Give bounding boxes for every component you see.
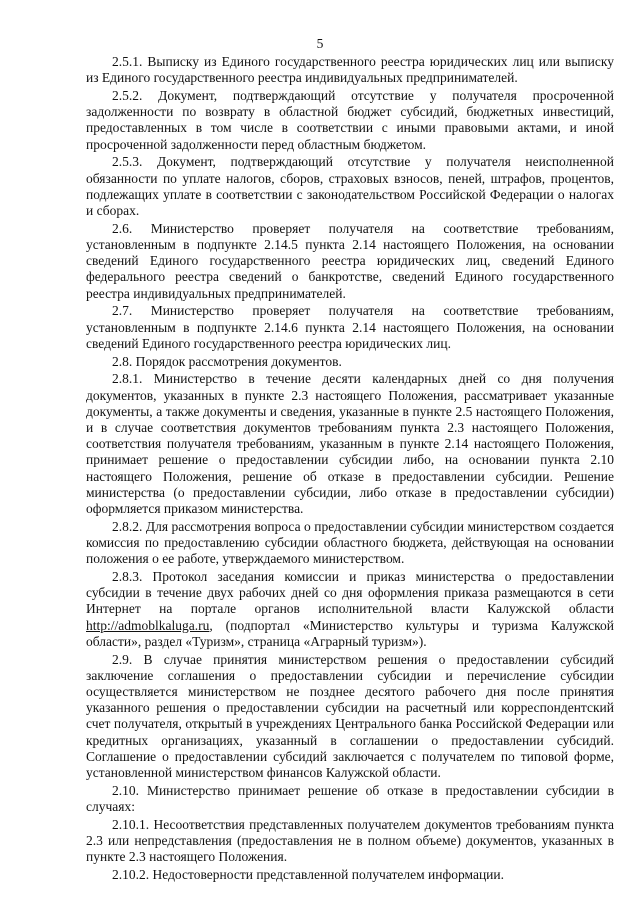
paragraph-2-7: 2.7. Министерство проверяет получателя на соответствие требованиям, установленным в подпункте 2.14.6 пункта 2.14 настоящего Положения, на основании сведений Единого государственного реестра юридических лиц. bbox=[86, 303, 614, 351]
paragraph-2-10-1: 2.10.1. Несоответствия представленных получателем документов требованиям пункта 2.3 или непредставления (предоставления не в полном объеме) документов, указанных в пункте 2.3 настоящего Положения. bbox=[86, 816, 614, 865]
paragraph-2-8: 2.8. Порядок рассмотрения документов. bbox=[112, 353, 342, 369]
page-number: 5 bbox=[316, 36, 324, 51]
paragraph-2-8-3 bbox=[86, 569, 614, 650]
paragraph-2-6: 2.6. Министерство проверяет получателя на соответствие требованиям, установленным в подпункте 2.14.5 пункта 2.14 настоящего Положения, на основании сведений Единого государственного реестра юридических лиц, сведений Единого федерального реестра сведений о банкротстве, сведений Единого государственного реестра индивидуальных предпринимателей. bbox=[86, 220, 614, 301]
paragraph-2-8-3-text-before: 2.8.3. Протокол заседания комиссии и приказ министерства о предоставлении субсидии в течение двух рабочих дней со дня оформления приказа размещаются в сети Интернет на портале органов исполнительной власти Калужской области bbox=[86, 569, 614, 617]
paragraph-2-8-2: 2.8.2. Для рассмотрения вопроса о предоставлении субсидии министерством создается комиссия по предоставлению субсидии областного бюджета, действующая на основании положения о ее работе, утверждаемого министерством. bbox=[86, 518, 614, 567]
paragraph-2-8-1: 2.8.1. Министерство в течение десяти календарных дней со дня получения документов, указанных в пункте 2.3 настоящего Положения, рассматривает указанные документы, а также документы и сведения, указанные в пункте 2.5 настоящего Положения, и в случае соответствия документов требованиям пункта 2.3 настоящего Положения, соответствия получателя требованиям, указанным в пункте 2.14 настоящего Положения, принимает решение о предоставлении субсидии либо, на основании пункта 2.10 настоящего Положения, решение об отказе в предоставлении субсидии. Решение министерства (о предоставлении субсидии, либо отказе в предоставлении субсидии) оформляется приказом министерства. bbox=[86, 371, 614, 517]
paragraph-2-5-2: 2.5.2. Документ, подтверждающий отсутствие у получателя просроченной задолженности по возврату в областной бюджет субсидий, бюджетных инвестиций, предоставленных в том числе в соответствии с иными правовыми актами, и иной просроченной задолженности перед областным бюджетом. bbox=[86, 88, 614, 152]
paragraph-2-8-3-text-after: , (подпортал «Министерство культуры и туризма Калужской области», раздел «Туризм», страница «Аграрный туризм»). bbox=[86, 617, 614, 649]
paragraph-2-5-3: 2.5.3. Документ, подтверждающий отсутствие у получателя неисполненной обязанности по уплате налогов, сборов, страховых взносов, пеней, штрафов, процентов, подлежащих уплате в соответствии с законодательством Российской Федерации о налогах и сборах. bbox=[86, 154, 614, 219]
paragraph-2-10-2: 2.10.2. Недостоверности представленной получателем информации. bbox=[112, 867, 504, 883]
portal-link[interactable]: http://admoblkaluga.ru bbox=[86, 617, 210, 633]
paragraph-2-9: 2.9. В случае принятия министерством решения о предоставлении субсидий заключение соглашения о предоставлении субсидии и перечисление субсидии осуществляется министерством не позднее десятого рабочего дня после принятия указанного решения о предоставлении субсидии на расчетный или корреспондентский счет получателя, открытый в учреждениях Центрального банка Российской Федерации или кредитных организациях, указанный в соглашении о предоставлении субсидий. Соглашение о предоставлении субсидий заключается с получателем по типовой форме, установленной министерством финансов Калужской области. bbox=[86, 651, 614, 781]
document-body bbox=[86, 54, 614, 885]
paragraph-2-10: 2.10. Министерство принимает решение об отказе в предоставлении субсидии в случаях: bbox=[86, 782, 614, 815]
paragraph-2-5-1: 2.5.1. Выписку из Единого государственного реестра юридических лиц или выписку из Единого государственного реестра индивидуальных предпринимателей. bbox=[86, 54, 614, 86]
